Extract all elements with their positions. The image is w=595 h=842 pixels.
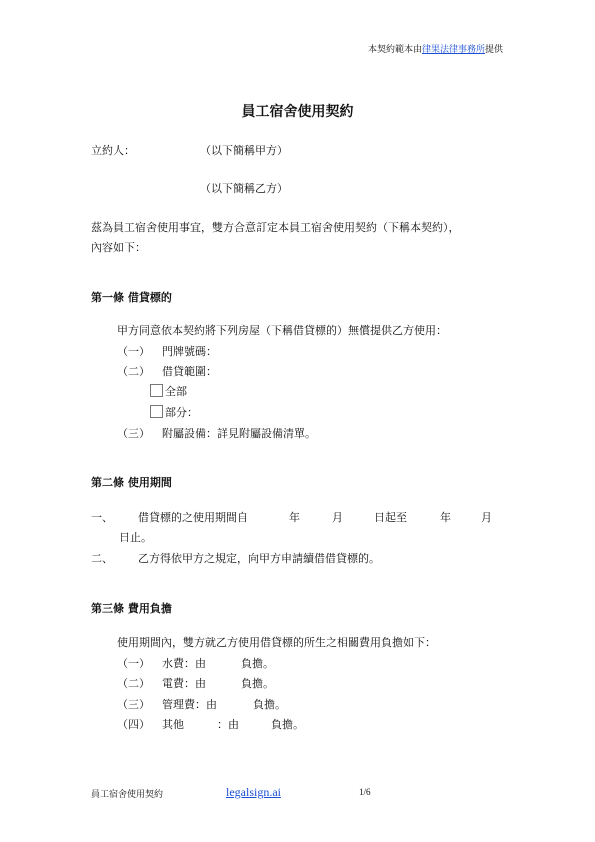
fee-item-3-tail: 負擔。 [253,698,286,711]
page-number: 1/6 [359,787,371,797]
fee-item-2-name: 電費：由 [162,677,206,690]
option-all[interactable] [150,383,187,399]
fee-item-4-tail: 負擔。 [271,718,304,731]
article-2-item-1-text: 借貸標的之使用期間自 [138,511,248,524]
intro-line-1: 茲為員工宿舍使用事宜，雙方合意訂定本員工宿舍使用契約（下稱本契約）， [91,221,460,234]
intro-line-2: 內容如下： [91,241,146,254]
checkbox-partial[interactable] [150,405,163,418]
fee-item-4-name: 其他 [162,718,184,731]
fee-item-1-tail: 負擔。 [241,657,274,670]
fee-item-1-name: 水費：由 [162,657,206,670]
period-year-2: 年 [440,511,451,524]
signer-label: 立約人： [91,144,135,157]
option-partial-label: 部分： [165,406,198,419]
header-prefix: 本契約範本由 [367,45,422,55]
fee-item-4-num: （四） [117,718,150,731]
fee-item-1-num: （一） [117,657,150,670]
article-2-heading: 第二條 使用期間 [91,476,172,489]
article-1-item-1-num: （一） [117,345,150,358]
period-month-1: 月 [332,511,343,524]
article-1-lead: 甲方同意依本契約將下列房屋（下稱借貸標的）無償提供乙方使用： [117,324,447,337]
article-2-item-2-num: 二、 [91,552,113,565]
footer-doc-name: 員工宿舍使用契約 [91,790,164,800]
header-suffix: 提供 [484,45,503,55]
article-2-item-1-cont: 日止。 [119,531,152,544]
article-1-heading: 第一條 借貸標的 [91,291,172,304]
option-partial[interactable] [150,404,198,420]
article-1-item-2-text: 借貸範圍： [162,365,217,378]
period-year-1: 年 [289,511,300,524]
option-all-label: 全部 [165,385,187,398]
footer-link[interactable]: legalsign.ai [226,785,281,799]
fee-item-3-name: 管理費：由 [162,698,217,711]
party-a-note: （以下簡稱甲方） [200,144,288,157]
party-b-note: （以下簡稱乙方） [200,182,288,195]
article-1-item-2-num: （二） [117,365,150,378]
article-3-lead: 使用期間內，雙方就乙方使用借貸標的所生之相關費用負擔如下： [117,636,436,649]
document-title: 員工宿舍使用契約 [241,104,354,120]
period-month-2: 月 [481,511,492,524]
fee-item-3-num: （三） [117,698,150,711]
fee-item-2-num: （二） [117,677,150,690]
article-2-item-1-num: 一、 [91,511,113,524]
law-firm-link[interactable]: 律果法律事務所 [421,45,485,55]
article-3-heading: 第三條 費用負擔 [91,602,172,615]
checkbox-all[interactable] [150,384,163,397]
article-1-item-3-text: 附屬設備：詳見附屬設備清單。 [162,427,316,440]
header-note [368,42,503,55]
article-1-item-1-text: 門牌號碼： [162,345,217,358]
fee-item-2-tail: 負擔。 [241,677,274,690]
article-1-item-3-num: （三） [117,427,150,440]
period-day-from: 日起至 [374,511,407,524]
article-2-item-2-text: 乙方得依甲方之規定，向甲方申請續借借貸標的。 [138,552,380,565]
fee-item-4-mid: ：由 [217,718,239,731]
